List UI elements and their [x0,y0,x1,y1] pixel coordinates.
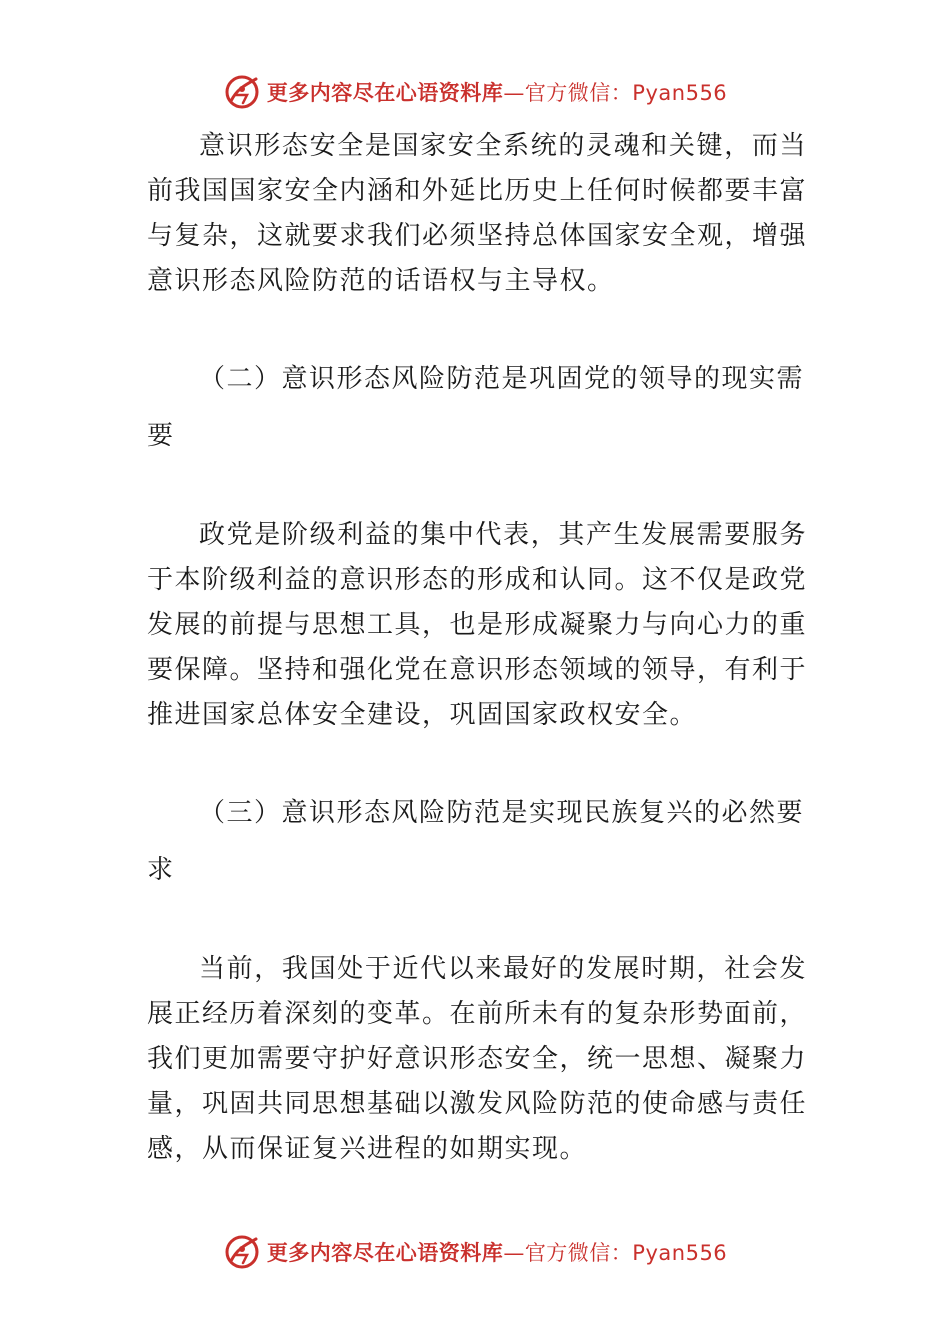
header-text [267,77,727,107]
paragraph-3: 当前，我国处于近代以来最好的发展时期，社会发展正经历着深刻的变革。在前所未有的复杂形势面前，我们更加需要守护好意识形态安全，统一思想、凝聚力量，巩固共同思想基础以激发风险防范的使命感与责任感，从而保证复兴进程的如期实现。 [147,954,808,1164]
footer-banner [0,1230,950,1274]
footer-brand: 更多内容尽在心语资料库 [266,1240,504,1265]
section-heading-3: （三）意识形态风险防范是实现民族复兴的必然要求 [147,798,805,885]
header-brand: 更多内容尽在心语资料库 [266,80,504,105]
footer-contact: 官方微信：Pyan556 [524,1241,728,1265]
paragraph-2: 政党是阶级利益的集中代表，其产生发展需要服务于本阶级利益的意识形态的形成和认同。这不仅是政党发展的前提与思想工具，也是形成凝聚力与向心力的重要保障。坚持和强化党在意识形态领域的领导，有利于推进国家总体安全建设，巩固国家政权安全。 [147,520,808,730]
footer-dash: — [503,1241,525,1265]
paragraph-1: 意识形态安全是国家安全系统的灵魂和关键，而当前我国国家安全内涵和外延比历史上任何时候都要丰富与复杂，这就要求我们必须坚持总体国家安全观，增强意识形态风险防范的话语权与主导权。 [147,131,808,296]
document-body [147,124,807,1172]
section-heading-2: （二）意识形态风险防范是巩固党的领导的现实需要 [147,364,805,451]
footer-text [267,1237,727,1267]
header-dash: — [503,81,525,105]
brand-logo-icon [223,1233,261,1271]
header-banner [0,70,950,114]
header-contact: 官方微信：Pyan556 [524,81,728,105]
brand-logo-icon [223,73,261,111]
